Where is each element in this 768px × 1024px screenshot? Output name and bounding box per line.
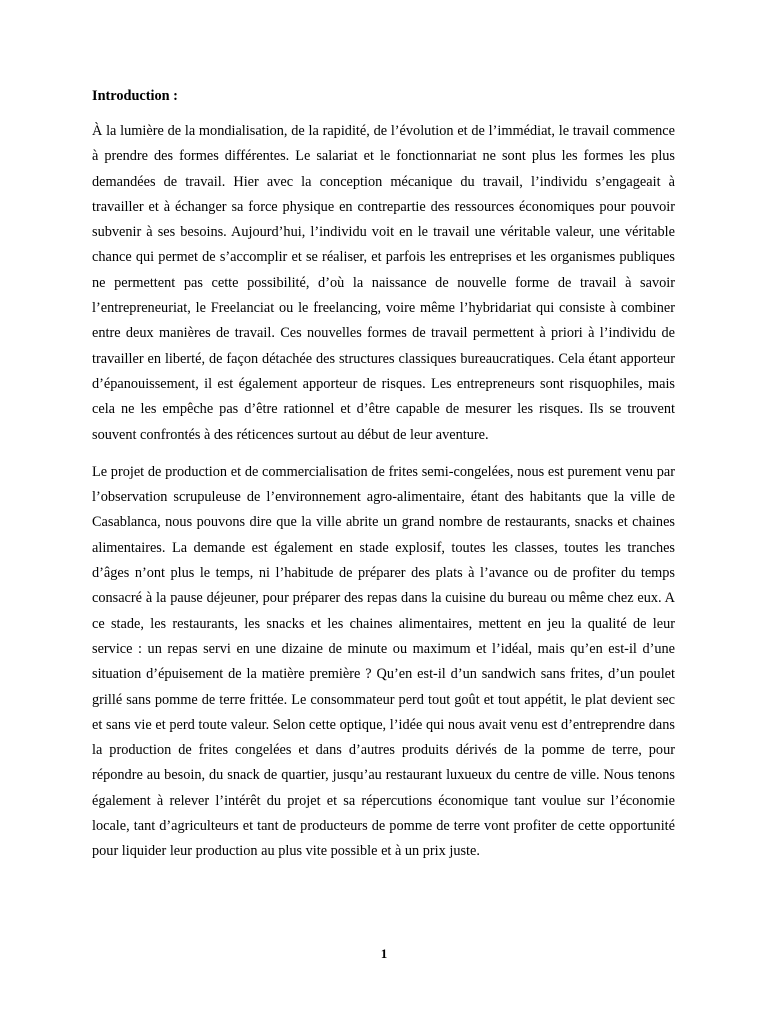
paragraph-1: À la lumière de la mondialisation, de la rapidité, de l’évolution et de l’immédiat, le travail commence à prendre des formes différentes. Le salariat et le fonctionnariat ne sont plus les formes les plus demandées de travail. Hier avec la conception mécanique du travail, l’individu s’engageait à travailler et à échanger sa force physique en contrepartie des ressources économiques pour pouvoir subvenir à ses besoins. Aujourd’hui, l’individu voit en le travail une véritable valeur, une véritable chance qui permet de s’accomplir et se réaliser, et parfois les entreprises et les organismes publiques ne permettent pas cette possibilité, d’où la naissance de nouvelle forme de travail à savoir l’entrepreneuriat, le Freelanciat ou le freelancing, voire même l’hybridariat qui consiste à combiner entre deux manières de travail. Ces nouvelles formes de travail permettent à priori à l’individu de travailler en liberté, de façon détachée des structures classiques bureaucratiques. Cela étant apporteur d’épanouissement, il est également apporteur de risques. Les entrepreneurs sont risquophiles, mais cela ne les empêche pas d’être rationnel et d’être capable de mesurer les risques. Ils se trouvent souvent confrontés à des réticences surtout au début de leur aventure.	[92, 123, 675, 443]
page-number: 1	[380, 946, 388, 961]
document-body	[92, 84, 675, 877]
paragraph-2: Le projet de production et de commercialisation de frites semi-congelées, nous est purement venu par l’observation scrupuleuse de l’environnement agro-alimentaire, étant des habitants que la ville de Casablanca, nous pouvons dire que la ville abrite un grand nombre de restaurants, snacks et chaines alimentaires. La demande est également en stade explosif, toutes les classes, toutes les tranches d’âges n’ont plus le temps, ni l’habitude de préparer des plats à l’avance ou de profiter du temps consacré à la pause déjeuner, pour préparer des repas dans la cuisine du bureau ou même chez eux. A ce stade, les restaurants, les snacks et les chaines alimentaires, mettent en jeu la qualité de leur service : un repas servi en une dizaine de minute ou maximum et l’idéal, mais qu’en est-il d’une situation d’épuisement de la matière première ? Qu’en est-il d’un sandwich sans frites, d’un poulet grillé sans pomme de terre frittée. Le consommateur perd tout goût et tout appétit, le plat devient sec et sans vie et perd toute valeur. Selon cette optique, l’idée qui nous avait venu est d’entreprendre dans la production de frites congelées et dans d’autres produits dérivés de la pomme de terre, pour répondre au besoin, du snack de quartier, jusqu’au restaurant luxueux du centre de ville. Nous tenons également à relever l’intérêt du projet et sa répercutions économique tant voulue sur l’économie locale, tant d’agriculteurs et tant de producteurs de pomme de terre vont profiter de cette opportunité pour liquider leur production au plus vite possible et à un prix juste.	[92, 463, 675, 860]
section-heading: Introduction :	[92, 88, 178, 104]
